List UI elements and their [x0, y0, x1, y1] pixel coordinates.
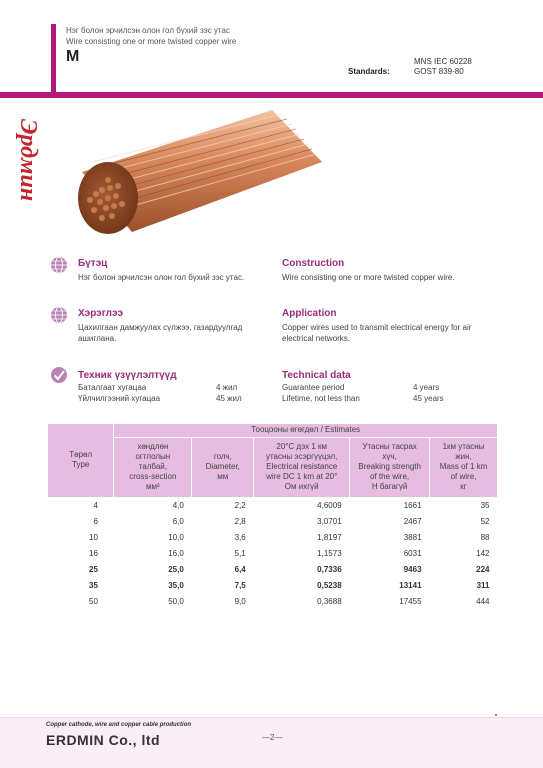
cell-type: 50	[89, 596, 98, 606]
construction-text: Wire consisting one or more twisted copper wire.	[282, 273, 455, 282]
cell-area: 25,0	[168, 564, 184, 574]
cell-diameter: 7,5	[234, 580, 246, 590]
cell-resistance: 0,3688	[317, 596, 342, 606]
cell-breaking: 1661	[403, 500, 422, 510]
table-row	[48, 497, 498, 513]
estimates-header: Тооцооны өгөгдөл / Estimates	[114, 424, 498, 437]
cell-diameter: 2,2	[234, 500, 246, 510]
cell-resistance: 1,8197	[317, 532, 342, 542]
col-diam-line: голч,	[213, 452, 232, 461]
tech-title-en: Technical data	[282, 370, 351, 381]
lifetime-value-mn: 45 жил	[216, 394, 242, 403]
cell-area: 35,0	[168, 580, 184, 590]
standard-1: MNS IEC 60228	[414, 57, 472, 66]
cell-resistance: 1,1573	[317, 548, 342, 558]
cell-resistance: 0,7336	[317, 564, 342, 574]
table-row	[48, 513, 498, 529]
product-code: M	[66, 48, 80, 65]
usage-text: Цахилгаан дамжуулах сүлжээ, газардуулгад ашиглана.	[78, 323, 243, 343]
lifetime-label-mn: Үйлчилгээний хугацаа	[78, 394, 161, 403]
cell-breaking: 3881	[403, 532, 422, 542]
col-break-line: Утасны тасрах	[362, 442, 417, 451]
cell-mass: 224	[476, 564, 490, 574]
page-header	[0, 0, 543, 92]
tech-title-mn: Техник үзүүлэлтүүд	[78, 370, 177, 381]
cell-area: 10,0	[168, 532, 184, 542]
estimates-table	[48, 424, 498, 609]
copper-wire-image	[72, 102, 342, 242]
lifetime-value-en: 45 years	[413, 394, 444, 403]
col-header-type	[48, 424, 114, 497]
col-header-mass	[430, 437, 498, 497]
cell-area: 16,0	[168, 548, 184, 558]
header-title-mn: Нэг болон эрчилсэн олон гол бүхий зэс утас	[66, 26, 230, 35]
cell-breaking: 13141	[399, 580, 422, 590]
table-row	[48, 577, 498, 593]
table-row	[48, 529, 498, 545]
logo-text: Эрдмин	[15, 118, 41, 202]
cell-breaking: 17455	[399, 596, 422, 606]
globe-icon	[50, 306, 68, 324]
cell-mass: 311	[476, 580, 490, 590]
standards-label: Standards:	[348, 67, 390, 76]
application-title: Application	[282, 308, 337, 319]
construction-title: Construction	[282, 258, 345, 269]
structure-title: Бүтэц	[78, 258, 108, 269]
col-res-line: wire DC 1 km at 20°	[266, 472, 338, 481]
checkmark-icon	[50, 366, 68, 384]
cell-mass: 88	[480, 532, 490, 542]
col-area-line: cross-section	[129, 472, 177, 481]
cell-breaking: 9463	[403, 564, 422, 574]
header-divider-bar	[0, 92, 543, 98]
guarantee-label-mn: Баталгаат хугацаа	[78, 383, 147, 392]
col-area-line: огтлолын	[135, 452, 171, 461]
col-res-line: 20°C дэх 1 км	[276, 442, 328, 451]
col-break-line: Н багагүй	[371, 482, 408, 491]
cell-diameter: 2,8	[234, 516, 246, 526]
cell-type: 35	[89, 580, 98, 590]
globe-icon	[50, 256, 68, 274]
erdmin-logo	[10, 102, 44, 218]
col-header-resistance	[254, 437, 350, 497]
cell-diameter: 5,1	[234, 548, 246, 558]
cell-diameter: 9,0	[234, 596, 246, 606]
standard-2: GOST 839-80	[414, 67, 464, 76]
col-type-mn: Төрөл	[69, 450, 93, 460]
cell-mass: 142	[476, 548, 490, 558]
cell-breaking: 2467	[403, 516, 422, 526]
cell-diameter: 3,6	[234, 532, 246, 542]
col-break-line: of the wire,	[370, 472, 410, 481]
col-diam-line: Diameter,	[205, 462, 240, 471]
cell-resistance: 0,5238	[317, 580, 342, 590]
cell-area: 50,0	[168, 596, 184, 606]
col-header-area	[114, 437, 192, 497]
cell-mass: 52	[480, 516, 490, 526]
col-header-breaking	[350, 437, 430, 497]
cell-mass: 35	[480, 500, 490, 510]
decorative-dot	[495, 714, 497, 716]
col-area-line: хөндлөн	[137, 442, 169, 451]
guarantee-value-mn: 4 жил	[216, 383, 238, 392]
cell-resistance: 4,6009	[317, 500, 342, 510]
cell-type: 25	[89, 564, 98, 574]
footer-company: ERDMIN Co., ltd	[46, 732, 161, 748]
col-res-line: утасны эсэргүүцэл,	[265, 452, 338, 461]
cell-area: 4,0	[172, 500, 184, 510]
col-mass-line: of wire,	[450, 472, 477, 481]
col-header-diameter	[192, 437, 254, 497]
cell-area: 6,0	[172, 516, 184, 526]
col-area-line: мм²	[146, 482, 160, 491]
col-mass-line: 1км утасны	[442, 442, 485, 451]
header-title-en: Wire consisting one or more twisted copper wire	[66, 37, 237, 46]
page-number: —2—	[262, 733, 283, 742]
lifetime-label-en: Lifetime, not less than	[282, 394, 360, 403]
col-mass-line: жин,	[455, 452, 472, 461]
footer-tagline: Copper cathode, wire and copper cable production	[46, 722, 192, 728]
cell-resistance: 3,0701	[317, 516, 342, 526]
col-diam-line: мм	[217, 472, 229, 481]
guarantee-label-en: Guarantee period	[282, 383, 345, 392]
col-type-en: Type	[72, 460, 90, 470]
header-accent-strip	[51, 24, 56, 94]
guarantee-value-en: 4 years	[413, 383, 440, 392]
table-row	[48, 593, 498, 609]
col-res-line: Electrical resistance	[266, 462, 338, 471]
col-break-line: Breaking strength	[358, 462, 421, 471]
cell-type: 16	[89, 548, 98, 558]
structure-text: Нэг болон эрчилсэн олон гол бүхий зэс утас.	[78, 273, 245, 282]
col-mass-line: Mass of 1 km	[439, 462, 488, 471]
application-text: Copper wires used to transmit electrical energy for air electrical networks.	[282, 323, 472, 343]
cell-breaking: 6031	[403, 548, 422, 558]
table-row	[48, 561, 498, 577]
cell-mass: 444	[476, 596, 490, 606]
cell-diameter: 6,4	[234, 564, 246, 574]
cell-type: 4	[93, 500, 98, 510]
table-row	[48, 545, 498, 561]
cell-type: 10	[89, 532, 98, 542]
col-area-line: талбай,	[138, 462, 167, 471]
usage-title: Хэрэглээ	[78, 308, 124, 319]
col-res-line: Ом ихгүй	[284, 482, 319, 491]
col-break-line: хүч,	[382, 452, 397, 461]
col-mass-line: кг	[460, 482, 467, 491]
cell-type: 6	[93, 516, 98, 526]
